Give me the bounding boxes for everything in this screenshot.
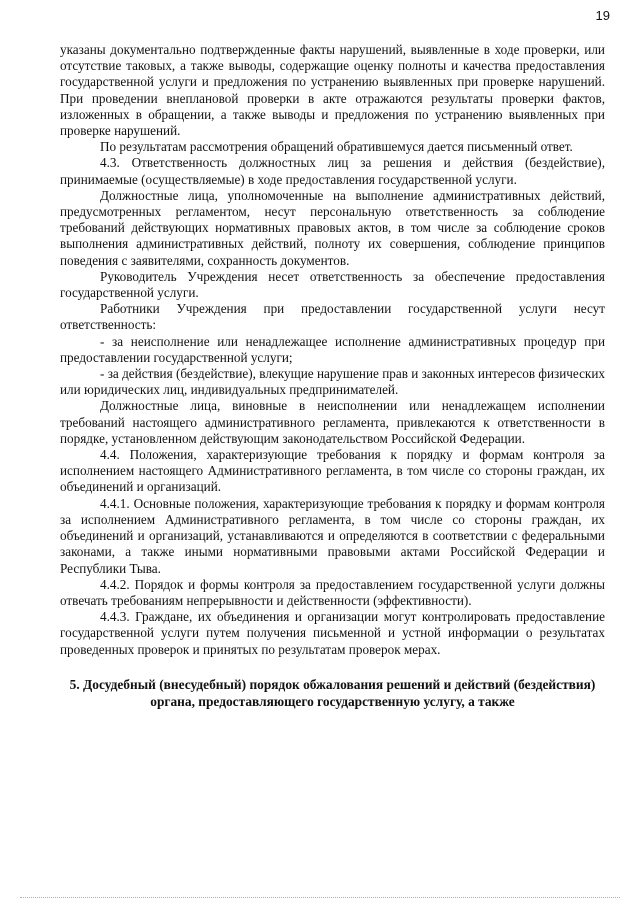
page-number: 19 — [595, 8, 610, 23]
paragraph: 4.4.3. Граждане, их объединения и организации могут контролировать предоставление государственной услуги путем получения письменной и устной информации о результатах проведенных проверок и принятых по результатам проверок мерах. — [60, 609, 605, 657]
paragraph: Руководитель Учреждения несет ответственность за обеспечение предоставления государственной услуги. — [60, 268, 605, 301]
paragraph: Работники Учреждения при предоставлении государственной услуги несут ответственность: — [60, 301, 605, 333]
paragraph: 4.4.1. Основные положения, характеризующие требования к порядку и формам контроля за исполнением Административного регламента, в том числе со стороны граждан, их объединений и организаций, устанавливаются и определяются в соответствии с федеральными законами, а также иными нормативными правовыми актами Российской Федерации и Республики Тыва. — [60, 495, 605, 576]
paragraph: 4.4. Положения, характеризующие требования к порядку и формам контроля за исполнением настоящего Административного регламента, в том числе со стороны граждан, их объединений и организаций. — [60, 447, 605, 495]
paragraph: Должностные лица, уполномоченные на выполнение административных действий, предусмотренных регламентом, несут персональную ответственность за соблюдение требований действующих нормативных правовых актов, в том числе за соблюдение сроков выполнения административных действий, полноту их совершения, соблюдение принципов поведения с заявителями, сохранность документов. — [60, 187, 605, 268]
scan-edge-divider — [20, 896, 620, 898]
paragraph: 4.4.2. Порядок и формы контроля за предоставлением государственной услуги должны отвечать требованиям непрерывности и действенности (эффективности). — [60, 576, 605, 608]
paragraph: 4.3. Ответственность должностных лиц за решения и действия (бездействие), принимаемые (осуществляемые) в ходе предоставления государственной услуги. — [60, 155, 605, 187]
document-body — [60, 42, 605, 710]
list-item: - за действия (бездействие), влекущие нарушение прав и законных интересов физических или юридических лиц, индивидуальных предпринимателей. — [60, 366, 605, 398]
list-item: - за неисполнение или ненадлежащее исполнение административных процедур при предоставлении государственной услуги; — [60, 333, 605, 365]
paragraph: указаны документально подтвержденные факты нарушений, выявленные в ходе проверки, или отсутствие таковых, а также выводы, содержащие оценку полноты и качества предоставления государственной услуги и предложения по устранению выявленных при проверке нарушений. При проведении внеплановой проверки в акте отражаются результаты проверки фактов, изложенных в обращении, а также выводы и предложения по устранению выявленных при проверке нарушений. — [60, 42, 605, 139]
section-heading: 5. Досудебный (внесудебный) порядок обжалования решений и действий (бездействия) органа, предоставляющего государственную услугу, а также — [69, 676, 596, 709]
paragraph: Должностные лица, виновные в неисполнении или ненадлежащем исполнении требований настоящего административного регламента, привлекаются к ответственности в порядке, установленном действующим законодательством Российской Федерации. — [60, 398, 605, 446]
paragraph: По результатам рассмотрения обращений обратившемуся дается письменный ответ. — [100, 139, 573, 155]
